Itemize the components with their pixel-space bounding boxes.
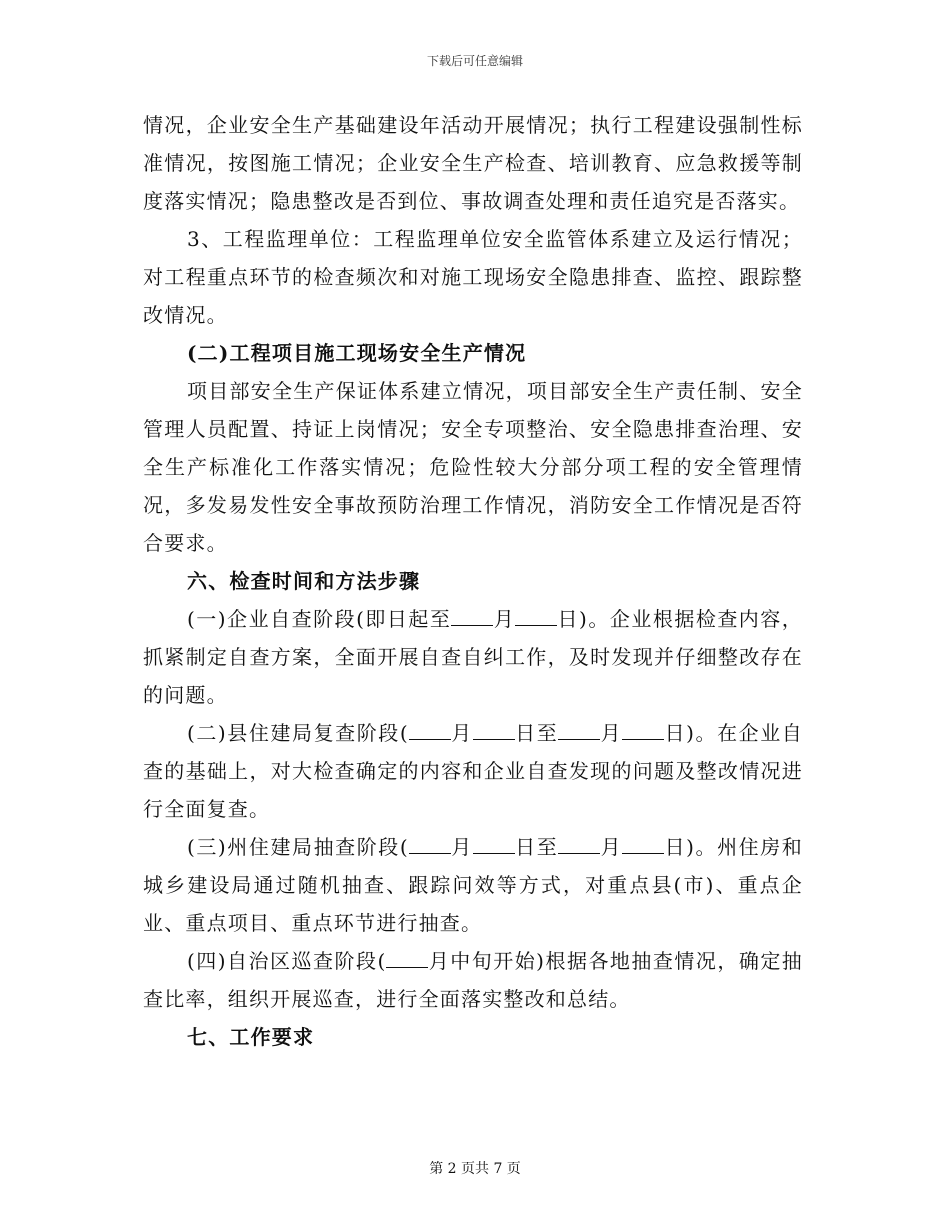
section-heading-site-safety: (二)工程项目施工现场安全生产情况 (187, 341, 527, 365)
stage3-text-b: 月 (450, 835, 473, 859)
page-footer: 第 2 页共 7 页 (429, 1161, 521, 1177)
blank-line (622, 721, 664, 740)
blank-line (409, 835, 451, 854)
paragraph-project-safety: 项目部安全生产保证体系建立情况，项目部安全生产责任制、安全管理人员配置、持证上岗情况；安全专项整治、安全隐患排查治理、安全生产标准化工作落实情况；危险性较大分部分项工程的安全管理情况，多发易发性安全事故预防治理工作情况，消防安全工作情况是否符合要求。 (143, 379, 803, 555)
blank-line (451, 607, 493, 626)
page-header: 下载后可任意编辑 (426, 54, 523, 68)
blank-line (558, 721, 600, 740)
stage3-text-e: 日)。州住房和城乡建设局通过随机抽查、跟踪问效等方式，对重点县(市)、重点企业、重点项目、重点环节进行抽查。 (143, 835, 804, 935)
blank-line (515, 607, 557, 626)
paragraph-continued: 情况，企业安全生产基础建设年活动开展情况；执行工程建设强制性标准情况，按图施工情况；企业安全生产检查、培训教育、应急救援等制度落实情况；隐患整改是否到位、事故调查处理和责任追究是否落实。 (143, 113, 803, 213)
blank-line (622, 835, 664, 854)
document-body (143, 106, 803, 1056)
stage2-text-b: 月 (450, 721, 473, 745)
paragraph-supervision-unit: 3、工程监理单位：工程监理单位安全监管体系建立及运行情况；对工程重点环节的检查频次和对施工现场安全隐患排查、监控、跟踪整改情况。 (143, 227, 803, 327)
section-heading-work-requirements: 七、工作要求 (187, 1025, 315, 1049)
stage2-text-e: 日)。在企业自查的基础上，对大检查确定的内容和企业自查发现的问题及整改情况进行全面复查。 (143, 721, 804, 821)
blank-line (386, 949, 428, 968)
blank-line (558, 835, 600, 854)
stage1-text-c: 日)。企业根据检查内容，抓紧制定自查方案，全面开展自查自纠工作，及时发现并仔细整改存在的问题。 (143, 607, 804, 707)
stage3-text-c: 日至 (514, 835, 559, 859)
paragraph-stage-county-review (143, 714, 803, 828)
stage4-text-a: (四)自治区巡查阶段( (187, 949, 387, 973)
blank-line (473, 835, 515, 854)
paragraph-stage-self-check (143, 600, 803, 714)
blank-line (473, 721, 515, 740)
stage3-text-a: (三)州住建局抽查阶段( (187, 835, 409, 859)
stage2-text-c: 日至 (514, 721, 559, 745)
stage1-text-b: 月 (493, 607, 516, 631)
paragraph-stage-region-patrol (143, 942, 803, 1018)
stage2-text-a: (二)县住建局复查阶段( (187, 721, 409, 745)
stage3-text-d: 月 (600, 835, 623, 859)
stage4-text-b: 月中旬开始)根据各地抽查情况，确定抽查比率，组织开展巡查，进行全面落实整改和总结。 (143, 949, 804, 1011)
section-heading-inspection-steps: 六、检查时间和方法步骤 (187, 569, 421, 593)
stage2-text-d: 月 (600, 721, 623, 745)
stage1-text-a: (一)企业自查阶段(即日起至 (187, 607, 452, 631)
blank-line (409, 721, 451, 740)
paragraph-stage-prefecture-check (143, 828, 803, 942)
